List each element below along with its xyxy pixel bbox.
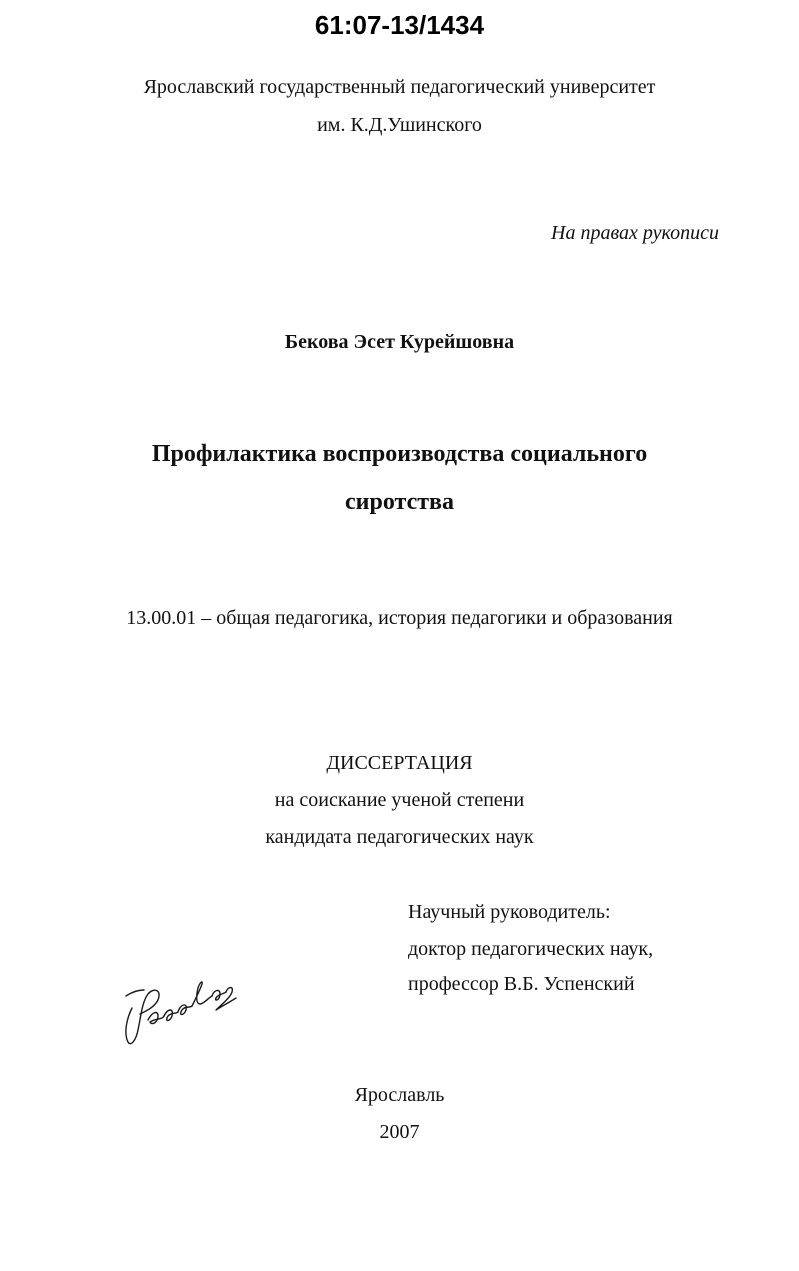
thesis-title-line-2: сиротства	[345, 489, 454, 515]
supervisor-name: профессор В.Б. Успенский	[408, 973, 635, 995]
archive-code: 61:07-13/1434	[314, 10, 485, 40]
handwritten-signature	[118, 968, 243, 1050]
specialty-code: 13.00.01 – общая педагогика, история педагогики и образования	[126, 607, 673, 629]
manuscript-note: На правах рукописи	[551, 222, 719, 244]
document-type: ДИССЕРТАЦИЯ	[326, 752, 473, 774]
thesis-title-line-1: Профилактика воспроизводства социального	[151, 441, 648, 467]
degree-line-2: на соискание ученой степени	[274, 789, 525, 811]
degree-line-3: кандидата педагогических наук	[265, 826, 534, 848]
institution-named-after: им. К.Д.Ушинского	[317, 114, 482, 136]
supervisor-label: Научный руководитель:	[408, 901, 611, 923]
supervisor-degree: доктор педагогических наук,	[408, 938, 654, 960]
year: 2007	[379, 1121, 420, 1143]
author-name: Бекова Эсет Курейшовна	[284, 331, 515, 353]
city: Ярославль	[354, 1084, 445, 1106]
institution-name: Ярославский государственный педагогический университет	[143, 76, 656, 98]
